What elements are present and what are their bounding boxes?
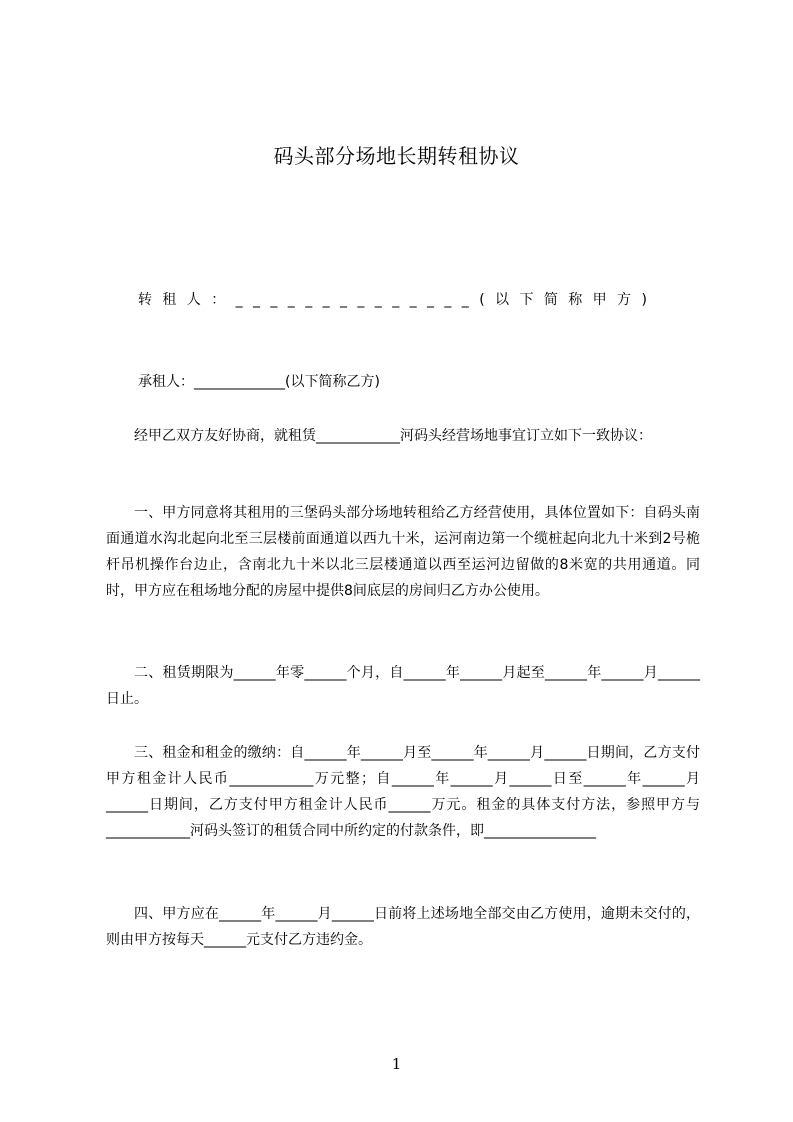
clause-3-paragraph: 三、租金和租金的缴纳：自______年______月至______年______月______日期间，乙方支付甲方租金计人民币____________万元整；自______年______月______日至______年______月______日期间，乙方支付甲方租金计人民币______万元。租金的具体支付方法，参照甲方与____________河码头签订的租赁合同中所约定的付款条件，即________________ bbox=[106, 745, 700, 839]
preamble-paragraph: 经甲乙双方友好协商，就租赁____________河码头经营场地事宜订立如下一致协议： bbox=[134, 428, 652, 444]
lessee-line: 承租人：_____________(以下简称乙方) bbox=[138, 374, 380, 390]
document-title: 码头部分场地长期转租协议 bbox=[273, 144, 520, 168]
clause-4-paragraph: 四、甲方应在______年______月______日前将上述场地全部交由乙方使用，逾期未交付的，则由甲方按每天______元支付乙方违约金。 bbox=[106, 906, 700, 948]
clause-1-paragraph: 一、甲方同意将其租用的三堡码头部分场地转租给乙方经营使用，具体位置如下：自码头南面通道水沟北起向北至三层楼前面通道以西九十米，运河南边第一个缆桩起向北九十米到2号桅杆吊机操作台边止，含南北九十米以北三层楼通道以西至运河边留做的8米宽的共用通道。同时，甲方应在租场地分配的房屋中提供8间底层的房间归乙方办公使用。 bbox=[106, 505, 700, 599]
clause-2-paragraph: 二、租赁期限为______年零______个月，自______年______月起至______年______月______日止。 bbox=[106, 665, 700, 707]
lessor-line: 转租人：______________(以下简称甲方) bbox=[138, 292, 658, 308]
page-number: 1 bbox=[391, 1055, 402, 1073]
